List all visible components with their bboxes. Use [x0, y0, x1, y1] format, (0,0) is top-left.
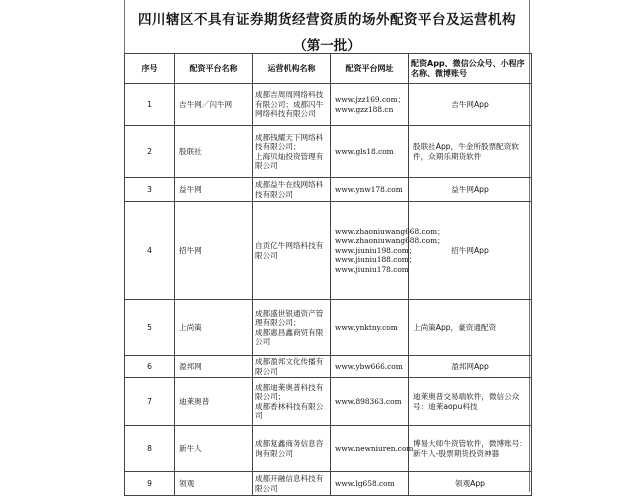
cell-url: www.zhaoniuwang668.com；www.zhaoniuwang688.com；www.jiuniu198.com；www.jiuniu188.com；www.jiuniu178.com — [331, 202, 409, 300]
cell-operator: 成都益牛在线网络科技有限公司 — [253, 178, 331, 202]
cell-url: www.jzz169.com；www.gzz188.cn — [331, 84, 409, 126]
cell-app: 博易大师牛资管软件，微博账号：新牛人-股票期货投资神器 — [409, 426, 532, 472]
header-no: 序号 — [125, 54, 175, 84]
cell-platform: 领观 — [175, 472, 253, 496]
table-row — [125, 426, 532, 472]
cell-no: 8 — [125, 426, 175, 472]
cell-no: 3 — [125, 178, 175, 202]
table-row — [125, 378, 532, 426]
cell-app: 盈邦网App — [409, 356, 532, 378]
cell-platform: 股联社 — [175, 126, 253, 178]
cell-no: 4 — [125, 202, 175, 300]
cell-url: www.gls18.com — [331, 126, 409, 178]
cell-no: 9 — [125, 472, 175, 496]
cell-app: 领观App — [409, 472, 532, 496]
cell-operator: 成都钱耀天下网络科技有限公司； 上海贝灿投资管理有限公司 — [253, 126, 331, 178]
cell-no: 5 — [125, 300, 175, 356]
cell-url: www.newniuren.com — [331, 426, 409, 472]
spreadsheet-page — [124, 0, 530, 492]
cell-app: 迪莱奥普交易端软件，微信公众号：迪莱aopu科技 — [409, 378, 532, 426]
document-title: 四川辖区不具有证券期货经营资质的场外配资平台及运营机构 — [138, 12, 516, 28]
cell-operator: 成都盈邦文化传播有限公司 — [253, 356, 331, 378]
table-row — [125, 300, 532, 356]
cell-operator: 成都开融信息科技有限公司 — [253, 472, 331, 496]
cell-operator: 成都盛世银通资产管理有限公司； 成都惠昌鑫商贸有限公司 — [253, 300, 331, 356]
cell-url: www.ybw666.com — [331, 356, 409, 378]
cell-url: www.ynktny.com — [331, 300, 409, 356]
cell-url: www.lg658.com — [331, 472, 409, 496]
header-app: 配资App、微信公众号、小程序名称、微博账号 — [409, 54, 532, 84]
table-row — [125, 84, 532, 126]
cell-platform: 吉牛网／闪牛网 — [175, 84, 253, 126]
table-row — [125, 472, 532, 496]
header-url: 配资平台网址 — [331, 54, 409, 84]
table-header-row — [125, 54, 532, 84]
cell-no: 6 — [125, 356, 175, 378]
table-row — [125, 202, 532, 300]
header-operator: 运营机构名称 — [253, 54, 331, 84]
cell-no: 1 — [125, 84, 175, 126]
cell-app: 股联社App，牛金所股票配资软件，众期乐期货软件 — [409, 126, 532, 178]
table-row — [125, 126, 532, 178]
cell-app: 益牛网App — [409, 178, 532, 202]
cell-platform: 益牛网 — [175, 178, 253, 202]
cell-no: 7 — [125, 378, 175, 426]
cell-operator: 成都吉周周网络科技有限公司；成都闪牛网络科技有限公司 — [253, 84, 331, 126]
cell-platform: 新牛人 — [175, 426, 253, 472]
cell-url: www.898363.com — [331, 378, 409, 426]
cell-no: 2 — [125, 126, 175, 178]
cell-platform: 迪莱奥普 — [175, 378, 253, 426]
platform-table — [124, 53, 532, 496]
cell-url: www.ynw178.com — [331, 178, 409, 202]
cell-operator: 自贡亿牛网络科技有限公司 — [253, 202, 331, 300]
cell-app: 上尚策App，豪资通配资 — [409, 300, 532, 356]
cell-platform: 盈邦网 — [175, 356, 253, 378]
cell-operator: 成都迪莱奥普科技有限公司； 成都香林科技有限公司 — [253, 378, 331, 426]
table-row — [125, 356, 532, 378]
cell-app: 吉牛网App — [409, 84, 532, 126]
table-row — [125, 178, 532, 202]
cell-operator: 成都复鑫商务信息咨询有限公司 — [253, 426, 331, 472]
cell-app: 招牛网App — [409, 202, 532, 300]
cell-platform: 招牛网 — [175, 202, 253, 300]
header-platform: 配资平台名称 — [175, 54, 253, 84]
document-subtitle: （第一批） — [293, 38, 361, 54]
cell-platform: 上尚策 — [175, 300, 253, 356]
